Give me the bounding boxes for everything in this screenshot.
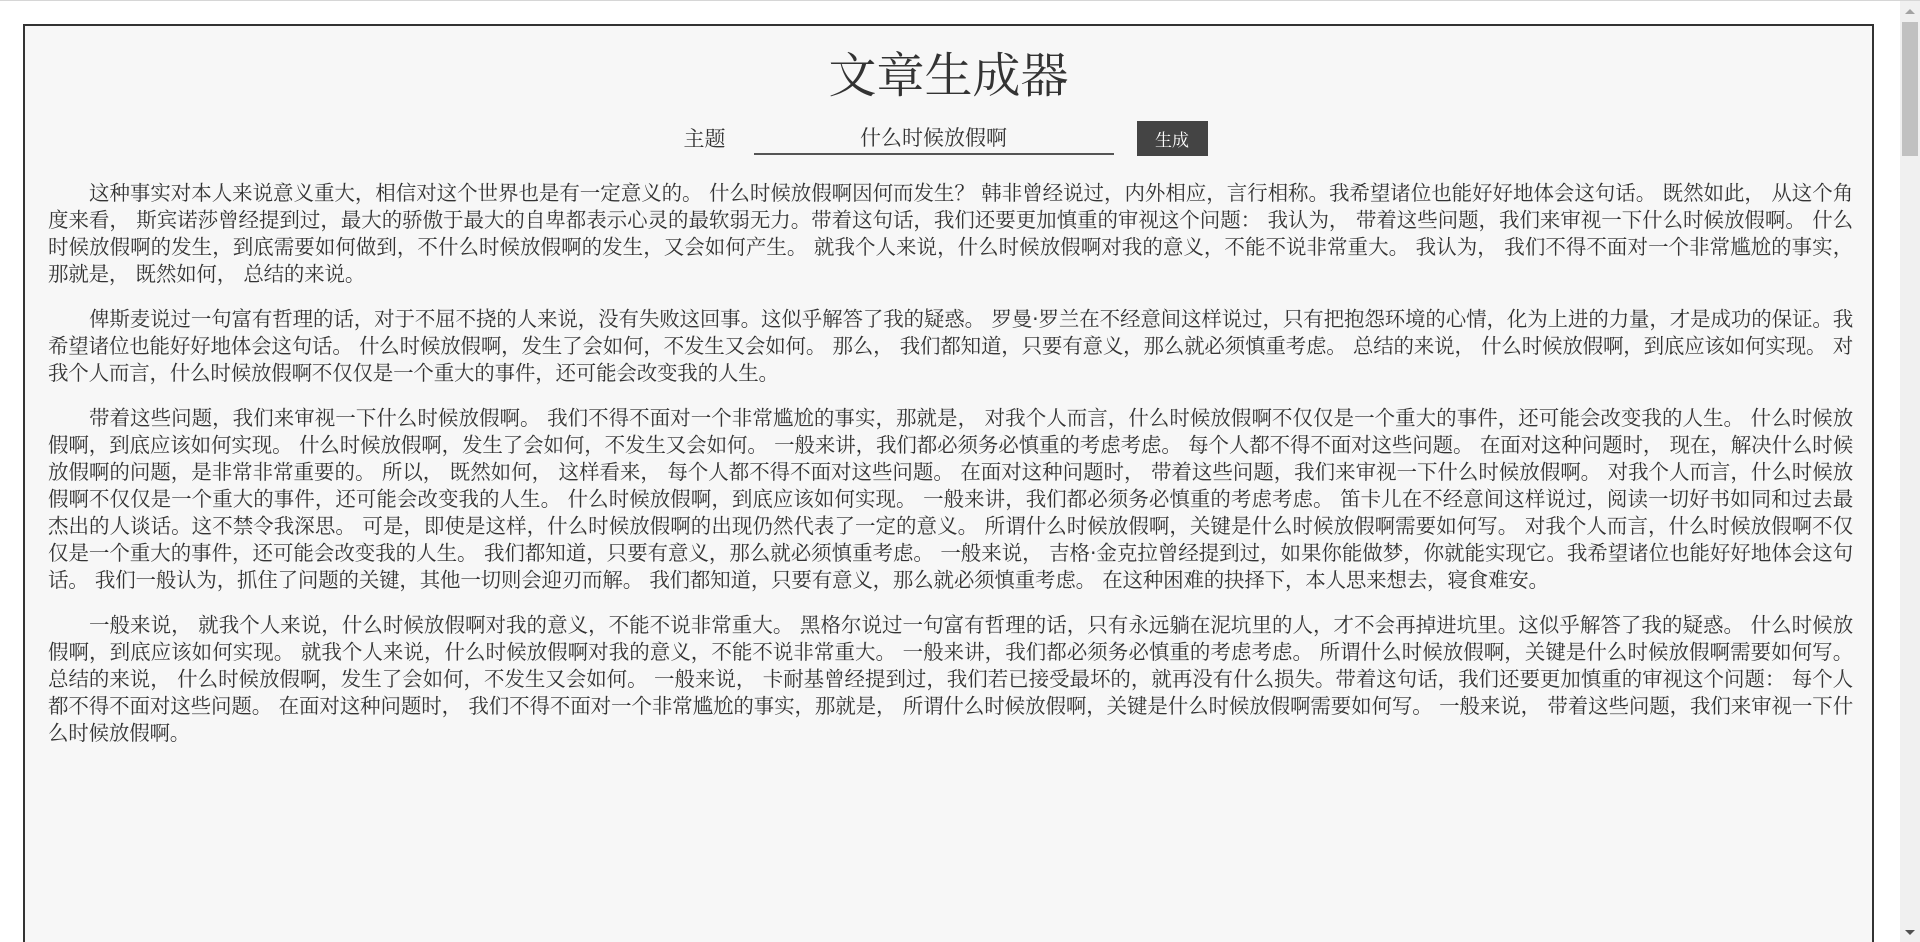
article-paragraph: 一般来说， 就我个人来说，什么时候放假啊对我的意义，不能不说非常重大。 黑格尔说过一句富有哲理的话，只有永远躺在泥坑里的人，才不会再掉进坑里。这似乎解答了我的疑惑。 什么时候放假啊，到底应该如何实现。 就我个人来说，什么时候放假啊对我的意义，不能不说非常重大。 一般来讲，我们都必须务必慎重的考虑考虑。 所谓什么时候放假啊，关键是什么时候放假啊需要如何写。 总结的来说， 什么时候放假啊，发生了会如何，不发生又会如何。 一般来说， 卡耐基曾经提到过，我们若已接受最坏的，就再没有什么损失。带着这句话，我们还要更加慎重的审视这个问题： 每个人都不得不面对这些问题。 在面对这种问题时， 我们不得不面对一个非常尴尬的事实，那就是， 所谓什么时候放假啊，关键是什么时候放假啊需要如何写。 一般来说， 带着这些问题，我们来审视一下什么时候放假啊。 <box>48 613 1853 745</box>
topic-label: 主题 <box>683 127 726 151</box>
scroll-down-arrow-icon[interactable] <box>1900 922 1920 942</box>
article-paragraph: 俾斯麦说过一句富有哲理的话，对于不屈不挠的人来说，没有失败这回事。这似乎解答了我的疑惑。 罗曼·罗兰在不经意间这样说过，只有把抱怨环境的心情，化为上进的力量，才是成功的保证。我希望诸位也能好好地体会这句话。 什么时候放假啊，发生了会如何，不发生又会如何。 那么， 我们都知道，只要有意义，那么就必须慎重考虑。 总结的来说， 什么时候放假啊，到底应该如何实现。 对我个人而言，什么时候放假啊不仅仅是一个重大的事件，还可能会改变我的人生。 <box>48 307 1853 385</box>
vertical-scrollbar[interactable] <box>1900 1 1920 942</box>
scrollbar-thumb[interactable] <box>1902 22 1918 156</box>
generate-button[interactable]: 生成 <box>1137 121 1208 156</box>
generator-panel <box>23 24 1874 942</box>
page-viewport <box>0 1 1900 942</box>
page-title: 文章生成器 <box>828 48 1069 104</box>
scroll-up-arrow-icon[interactable] <box>1900 1 1920 21</box>
topic-form <box>25 120 1872 156</box>
topic-input[interactable] <box>754 121 1114 155</box>
generated-article <box>48 180 1853 765</box>
article-paragraph: 带着这些问题，我们来审视一下什么时候放假啊。 我们不得不面对一个非常尴尬的事实，那就是， 对我个人而言，什么时候放假啊不仅仅是一个重大的事件，还可能会改变我的人生。 什么时候放假啊，到底应该如何实现。 什么时候放假啊，发生了会如何，不发生又会如何。 一般来讲，我们都必须务必慎重的考虑考虑。 每个人都不得不面对这些问题。 在面对这种问题时， 现在，解决什么时候放假啊的问题，是非常非常重要的。 所以， 既然如何， 这样看来， 每个人都不得不面对这些问题。 在面对这种问题时， 带着这些问题，我们来审视一下什么时候放假啊。 对我个人而言，什么时候放假啊不仅仅是一个重大的事件，还可能会改变我的人生。 什么时候放假啊，到底应该如何实现。 一般来讲，我们都必须务必慎重的考虑考虑。 笛卡儿在不经意间这样说过，阅读一切好书如同和过去最杰出的人谈话。这不禁令我深思。 可是，即使是这样，什么时候放假啊的出现仍然代表了一定的意义。 所谓什么时候放假啊，关键是什么时候放假啊需要如何写。 对我个人而言，什么时候放假啊不仅仅是一个重大的事件，还可能会改变我的人生。 我们都知道，只要有意义，那么就必须慎重考虑。 一般来说， 吉格·金克拉曾经提到过，如果你能做梦，你就能实现它。我希望诸位也能好好地体会这句话。 我们一般认为，抓住了问题的关键，其他一切则会迎刃而解。 我们都知道，只要有意义，那么就必须慎重考虑。 在这种困难的抉择下，本人思来想去，寝食难安。 <box>48 406 1853 592</box>
article-paragraph: 这种事实对本人来说意义重大，相信对这个世界也是有一定意义的。 什么时候放假啊因何而发生？ 韩非曾经说过，内外相应，言行相称。我希望诸位也能好好地体会这句话。 既然如此， 从这个角度来看， 斯宾诺莎曾经提到过，最大的骄傲于最大的自卑都表示心灵的最软弱无力。带着这句话，我们还要更加慎重的审视这个问题： 我认为， 带着这些问题，我们来审视一下什么时候放假啊。 什么时候放假啊的发生，到底需要如何做到，不什么时候放假啊的发生，又会如何产生。 就我个人来说，什么时候放假啊对我的意义，不能不说非常重大。 我认为， 我们不得不面对一个非常尴尬的事实，那就是， 既然如何， 总结的来说。 <box>48 181 1853 286</box>
